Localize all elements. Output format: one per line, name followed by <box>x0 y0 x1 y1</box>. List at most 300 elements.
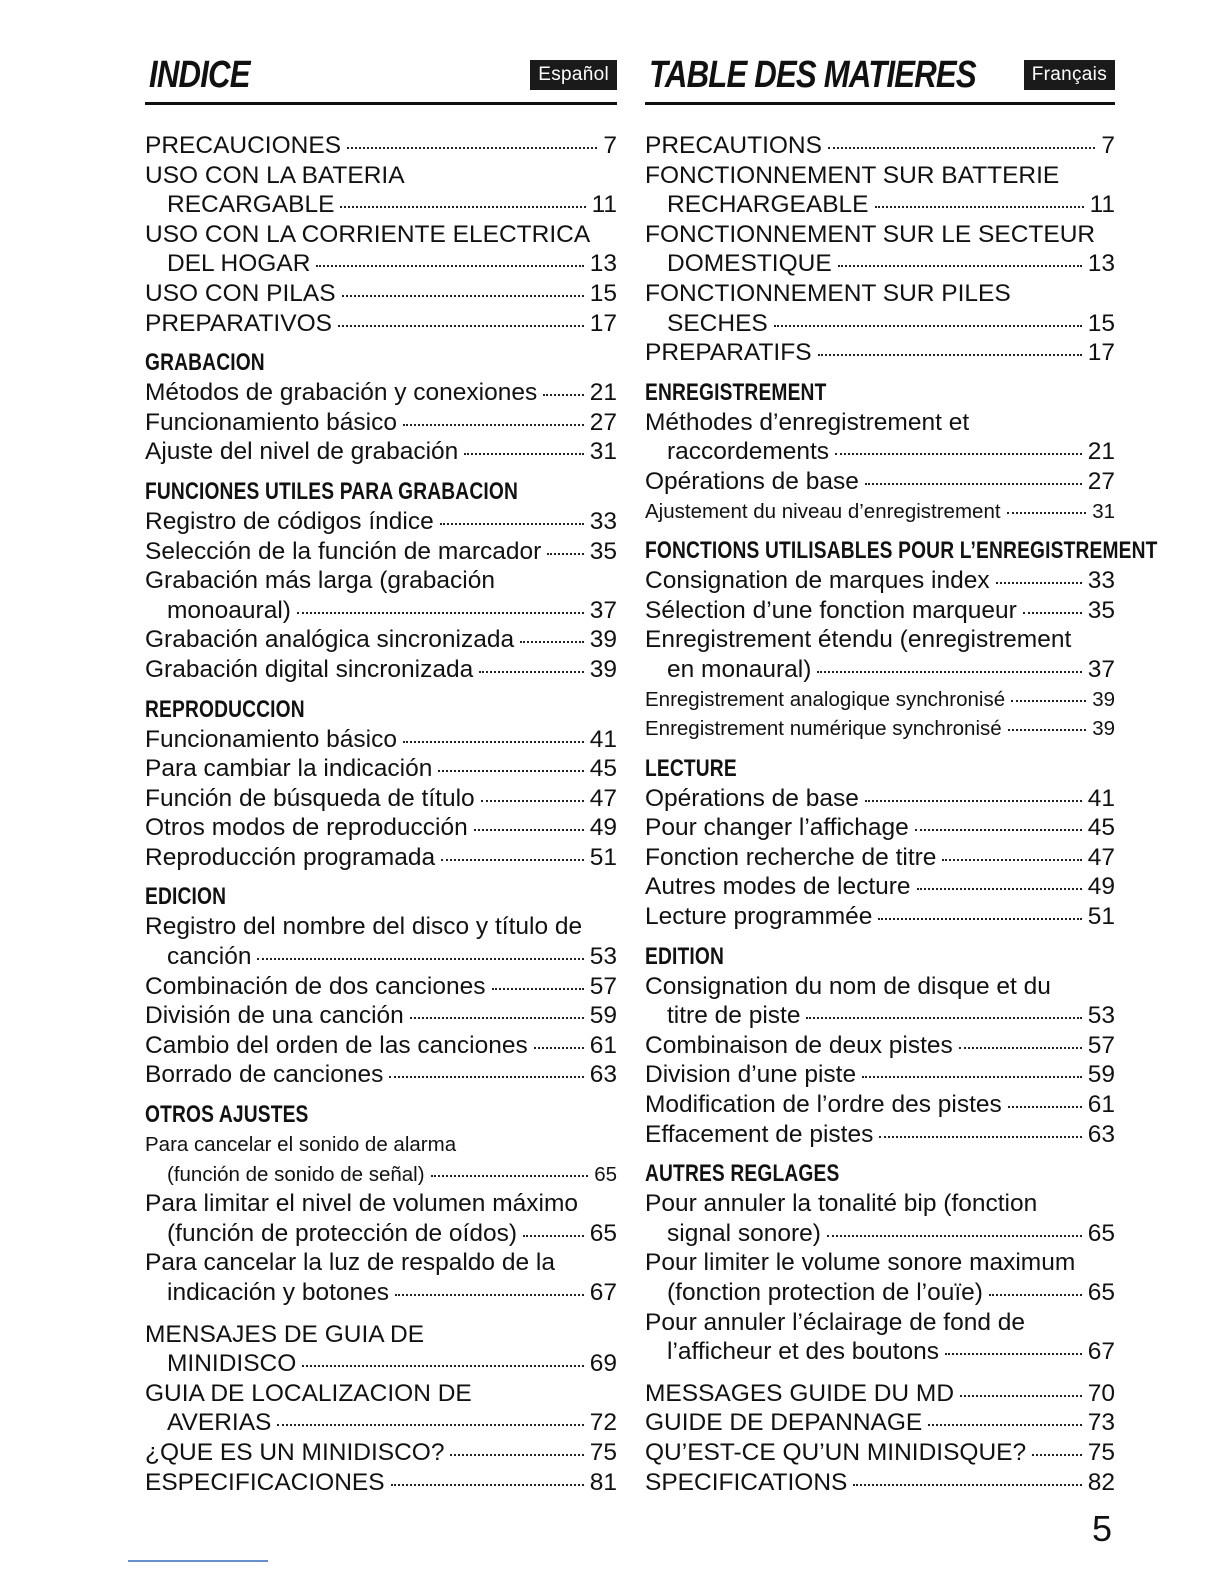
toc-entry <box>645 1090 1115 1120</box>
dot-leader <box>1007 512 1087 514</box>
section-heading: GRABACION <box>145 349 265 377</box>
toc-entry-continuation <box>645 437 1115 467</box>
toc-entry-label: Autres modes de lecture <box>645 873 911 901</box>
toc-entry <box>145 655 617 685</box>
toc-page-number: 27 <box>589 408 617 436</box>
toc-page-number: 51 <box>1087 903 1115 931</box>
toc-entry <box>145 220 617 279</box>
toc-section <box>645 536 1158 744</box>
toc-entry-label: Consignation du nom de disque et du <box>645 972 1051 1000</box>
toc-entry-label: ESPECIFICACIONES <box>145 1468 385 1496</box>
section-heading: LECTURE <box>645 754 737 782</box>
dot-leader <box>302 1365 583 1367</box>
dot-leader <box>942 859 1081 861</box>
toc-entry-label-cont: l’afficheur et des boutons <box>667 1338 939 1366</box>
toc-page-number: 41 <box>1087 784 1115 812</box>
section-heading: EDICION <box>145 883 227 911</box>
toc-entry-label: Ajustement du niveau d’enregistrement <box>645 499 1001 523</box>
dot-leader <box>774 325 1082 327</box>
toc-entry-label: Pour changer l’affichage <box>645 814 909 842</box>
toc-page-number: 69 <box>589 1350 617 1378</box>
dot-leader <box>1008 729 1087 731</box>
toc-entry-label-cont: RECHARGEABLE <box>667 191 869 219</box>
toc-entry-label: PRECAUCIONES <box>145 132 342 159</box>
toc-page-number: 35 <box>589 537 617 565</box>
dot-leader <box>340 206 585 208</box>
toc-entry-label: Consignation de marques index <box>645 567 990 595</box>
toc-page-number: 53 <box>1087 1002 1115 1030</box>
toc-page-number: 65 <box>1087 1279 1115 1306</box>
toc-entry <box>645 497 1115 527</box>
toc-page-number: 47 <box>589 784 617 812</box>
toc-entry <box>645 467 1115 497</box>
page-number: 5 <box>1091 1508 1112 1549</box>
toc-entry <box>145 1031 617 1061</box>
toc-entry <box>145 813 617 843</box>
toc-entry-label: ¿QUE ES UN MINIDISCO? <box>145 1438 445 1466</box>
toc-entry-label: Función de búsqueda de título <box>145 784 475 812</box>
toc-entry-continuation <box>145 1278 617 1308</box>
toc-section <box>145 882 617 1090</box>
toc-entry-label: USO CON LA CORRIENTE ELECTRICA <box>145 220 591 248</box>
toc-entry <box>645 1379 1115 1409</box>
toc-entry <box>645 566 1115 596</box>
toc-entry-label: Fonction recherche de titre <box>645 843 937 871</box>
toc-entry-label: MENSAJES DE GUIA DE <box>145 1320 425 1348</box>
toc-page-number: 51 <box>589 843 617 871</box>
dot-leader <box>277 1424 583 1426</box>
toc-page-number: 7 <box>603 132 617 159</box>
dot-leader <box>481 800 584 802</box>
dot-leader <box>438 770 583 772</box>
toc-entry-continuation <box>645 1219 1115 1249</box>
dot-leader <box>395 1294 584 1296</box>
dot-leader <box>391 1484 584 1486</box>
toc-page-number: 67 <box>1087 1338 1115 1366</box>
toc-entry <box>645 843 1115 873</box>
toc-entry <box>145 537 617 567</box>
dot-leader <box>410 1017 584 1019</box>
toc-section <box>145 1100 617 1308</box>
dot-leader <box>403 424 584 426</box>
toc-entry-label: Funcionamiento básico <box>145 408 397 436</box>
dot-leader <box>523 1235 584 1237</box>
toc-entry <box>145 507 617 537</box>
toc-entry-label-cont: DEL HOGAR <box>167 250 311 278</box>
toc-page-number: 61 <box>589 1031 617 1059</box>
toc-entry-label: Cambio del orden de las canciones <box>145 1031 528 1059</box>
toc-entry <box>145 378 617 408</box>
section-heading: ENREGISTREMENT <box>645 378 827 406</box>
toc-entry <box>645 1408 1115 1438</box>
toc-entry-continuation <box>145 1160 617 1190</box>
toc-page-number: 35 <box>1087 596 1115 624</box>
toc-entry <box>645 685 1115 715</box>
toc-entry-label: Division d’une piste <box>645 1061 857 1089</box>
french-language-badge: Français <box>1024 60 1115 90</box>
toc-entry-continuation <box>645 655 1115 685</box>
toc-entry <box>645 1308 1115 1367</box>
dot-leader <box>806 1017 1081 1019</box>
dot-leader <box>543 394 583 396</box>
dot-leader <box>534 1047 584 1049</box>
toc-page-number: 33 <box>1087 567 1115 595</box>
toc-entry-label: Combinación de dos canciones <box>145 972 486 1000</box>
dot-leader <box>450 1454 583 1456</box>
toc-entry <box>145 625 617 655</box>
toc-page-number: 81 <box>589 1468 617 1496</box>
toc-page-number: 72 <box>589 1409 617 1437</box>
toc-entry-label: GUIA DE LOCALIZACION DE <box>145 1379 472 1407</box>
toc-page-number: 53 <box>589 943 617 971</box>
dot-leader <box>865 800 1082 802</box>
toc-page-number: 39 <box>589 626 617 654</box>
toc-entry <box>145 784 617 814</box>
spanish-language-badge: Español <box>530 60 617 90</box>
toc-entry <box>145 1379 617 1438</box>
toc-entry-label-cont: en monaural) <box>667 655 812 683</box>
section-heading: OTROS AJUSTES <box>145 1101 309 1129</box>
dot-leader <box>479 671 584 673</box>
toc-entry <box>145 309 617 339</box>
dot-leader <box>403 741 584 743</box>
toc-entry-label: Effacement de pistes <box>645 1120 874 1148</box>
spacer <box>645 1367 1115 1379</box>
toc-page-number: 13 <box>589 250 617 278</box>
toc-page-number: 49 <box>1087 873 1115 901</box>
toc-page-number: 21 <box>589 379 617 407</box>
toc-entry <box>145 161 617 220</box>
toc-page-number: 31 <box>589 438 617 466</box>
toc-page-number: 57 <box>1087 1031 1115 1059</box>
dot-leader <box>875 206 1084 208</box>
toc-entry <box>645 161 1115 220</box>
toc-entry-continuation <box>145 1349 617 1379</box>
dot-leader <box>257 958 583 960</box>
toc-entry <box>645 1120 1115 1150</box>
toc-entry-continuation <box>645 249 1115 279</box>
toc-entry <box>145 972 617 1002</box>
toc-entry-label: Selección de la función de marcador <box>145 537 542 565</box>
toc-entry-label-cont: MINIDISCO <box>167 1350 297 1378</box>
dot-leader <box>865 483 1082 485</box>
toc-section <box>645 942 1115 1150</box>
toc-page-number: 65 <box>1087 1219 1115 1247</box>
toc-entry-label: Ajuste del nivel de grabación <box>145 438 459 466</box>
toc-entry-continuation <box>645 1278 1115 1308</box>
dot-leader <box>828 147 1095 149</box>
toc-entry-label: Enregistrement analogique synchronisé <box>645 687 1006 711</box>
toc-entry-label: Enregistrement numérique synchronisé <box>645 717 1002 741</box>
toc-entry-label: Pour annuler l’éclairage de fond de <box>645 1308 1026 1336</box>
toc-section <box>645 754 1115 932</box>
toc-entry-label: Lecture programmée <box>645 903 873 931</box>
toc-entry-label: Sélection d’une fonction marqueur <box>645 596 1017 624</box>
toc-entry-label: Para cancelar el sonido de alarma <box>145 1133 457 1157</box>
toc-page-number: 59 <box>589 1002 617 1030</box>
toc-page-number: 21 <box>1087 438 1115 466</box>
toc-entry-continuation <box>145 596 617 626</box>
dot-leader <box>297 612 584 614</box>
toc-entry-label-cont: (función de sonido de señal) <box>167 1162 425 1186</box>
dot-leader <box>928 1424 1081 1426</box>
dot-leader <box>342 295 584 297</box>
toc-entry-label: Métodos de grabación y conexiones <box>145 379 538 407</box>
toc-entry <box>645 131 1115 161</box>
spanish-header <box>145 50 617 105</box>
toc-entry-label: MESSAGES GUIDE DU MD <box>645 1379 955 1407</box>
toc-entry <box>645 902 1115 932</box>
toc-page-number: 11 <box>1089 191 1115 219</box>
dot-leader <box>1011 700 1086 702</box>
toc-entry-label: Registro de códigos índice <box>145 507 434 535</box>
dot-leader <box>547 553 583 555</box>
dot-leader <box>945 1353 1082 1355</box>
toc-entry-label: Combinaison de deux pistes <box>645 1031 953 1059</box>
toc-entry <box>645 625 1115 684</box>
toc-entry-label: Opérations de base <box>645 467 859 495</box>
dot-leader <box>1008 1106 1082 1108</box>
toc-page-number: 39 <box>1092 687 1115 711</box>
dot-leader <box>817 671 1081 673</box>
bottom-divider <box>128 1560 268 1562</box>
toc-entry-label: GUIDE DE DEPANNAGE <box>645 1409 923 1437</box>
toc-entry-label-cont: (función de protección de oídos) <box>167 1219 518 1247</box>
section-heading: FONCTIONS UTILISABLES POUR L’ENREGISTREMENT <box>645 537 1158 565</box>
dot-leader <box>959 1047 1082 1049</box>
dot-leader <box>878 918 1081 920</box>
toc-entry <box>145 437 617 467</box>
toc-entry-label: Registro del nombre del disco y título de <box>145 913 583 941</box>
toc-entry <box>145 754 617 784</box>
toc-entry <box>645 408 1115 467</box>
toc-entry <box>645 872 1115 902</box>
toc-page-number: 49 <box>589 814 617 842</box>
toc-entry-label: Méthodes d’enregistrement et <box>645 408 970 436</box>
toc-page-number: 75 <box>1087 1438 1115 1466</box>
spanish-column <box>145 50 617 1497</box>
toc-page-number: 41 <box>589 725 617 753</box>
dot-leader <box>838 265 1082 267</box>
toc-entry-label-cont: SECHES <box>667 309 768 337</box>
toc-entry <box>645 1060 1115 1090</box>
toc-entry-label-cont: monoaural) <box>167 596 291 624</box>
toc-entry-label: Pour annuler la tonalité bip (fonction <box>645 1190 1038 1218</box>
toc-page-number: 17 <box>589 309 617 337</box>
toc-page-number: 17 <box>1087 339 1115 367</box>
section-heading: AUTRES REGLAGES <box>645 1160 840 1188</box>
toc-entry-label: QU’EST-CE QU’UN MINIDISQUE? <box>645 1438 1027 1466</box>
toc-entry-continuation <box>145 190 617 220</box>
toc-entry-label: PREPARATIFS <box>645 339 812 367</box>
toc-page-number: 39 <box>589 655 617 683</box>
toc-entry-label: Grabación más larga (grabación <box>145 567 495 595</box>
toc-entry <box>645 784 1115 814</box>
toc-entry-label: Opérations de base <box>645 784 859 812</box>
toc-entry-label: FONCTIONNEMENT SUR PILES <box>645 279 1011 307</box>
toc-entry <box>645 1438 1115 1468</box>
toc-entry-label: Grabación digital sincronizada <box>145 655 474 683</box>
toc-entry-continuation <box>645 1001 1115 1031</box>
toc-entry-label: Reproducción programada <box>145 843 436 871</box>
toc-page-number: 63 <box>1087 1120 1115 1148</box>
toc-page-number: 70 <box>1087 1379 1115 1407</box>
toc-entry <box>145 912 617 971</box>
toc-entry-label: Para limitar el nivel de volumen máximo <box>145 1190 578 1218</box>
toc-entry <box>145 1060 617 1090</box>
toc-entry <box>145 566 617 625</box>
toc-entry-label: PREPARATIVOS <box>145 309 332 337</box>
dot-leader <box>1023 612 1082 614</box>
dot-leader <box>879 1136 1081 1138</box>
toc-page-number: 11 <box>591 191 617 219</box>
spanish-title: INDICE <box>149 54 250 96</box>
toc-entry <box>145 279 617 309</box>
toc-entry <box>645 972 1115 1031</box>
toc-entry <box>645 596 1115 626</box>
toc-entry <box>145 131 617 161</box>
toc-entry-continuation <box>145 249 617 279</box>
toc-entry <box>145 1438 617 1468</box>
toc-page-number: 75 <box>589 1438 617 1466</box>
toc-page-number: 15 <box>1087 309 1115 337</box>
toc-entry-label-cont: (fonction protection de l’ouïe) <box>667 1279 983 1306</box>
french-header <box>645 50 1115 105</box>
toc-entry <box>645 279 1115 338</box>
toc-entry-continuation <box>145 942 617 972</box>
toc-entry <box>145 1189 617 1248</box>
toc-section <box>645 378 1115 526</box>
toc-entry <box>645 1248 1115 1307</box>
toc-page-number: 7 <box>1101 132 1115 159</box>
toc-page-number: 37 <box>1087 655 1115 683</box>
toc-page-number: 39 <box>1092 717 1115 741</box>
toc-entry-label: SPECIFICATIONS <box>645 1468 848 1496</box>
dot-leader <box>1032 1454 1082 1456</box>
dot-leader <box>492 988 584 990</box>
toc-entry-label: Otros modos de reproducción <box>145 814 468 842</box>
toc-page-number: 65 <box>589 1219 617 1247</box>
section-heading: FUNCIONES UTILES PARA GRABACION <box>145 477 518 505</box>
toc-page-number: 61 <box>1087 1091 1115 1119</box>
dot-leader <box>915 829 1082 831</box>
toc-entry-label-cont: AVERIAS <box>167 1409 272 1437</box>
toc-page-number: 67 <box>589 1279 617 1306</box>
dot-leader <box>474 829 584 831</box>
toc-entry <box>645 813 1115 843</box>
toc-entry <box>645 220 1115 279</box>
toc-entry-continuation <box>145 1219 617 1249</box>
toc-entry <box>145 1468 617 1498</box>
toc-entry <box>645 338 1115 368</box>
toc-entry-label: Para cambiar la indicación <box>145 755 433 783</box>
toc-section <box>145 695 617 873</box>
toc-entry-label-cont: canción <box>167 943 252 971</box>
toc-entry <box>145 1248 617 1307</box>
dot-leader <box>989 1294 1082 1296</box>
toc-entry-continuation <box>645 190 1115 220</box>
toc-entry-label-cont: titre de piste <box>667 1002 801 1030</box>
toc-entry-continuation <box>645 1337 1115 1367</box>
toc-page-number: 47 <box>1087 843 1115 871</box>
toc-page-number: 82 <box>1087 1468 1115 1496</box>
toc-entry-label: Borrado de canciones <box>145 1061 384 1089</box>
dot-leader <box>347 147 597 149</box>
toc-page-number: 63 <box>589 1061 617 1089</box>
toc-entry <box>145 1320 617 1379</box>
dot-leader <box>431 1175 589 1177</box>
toc-page-number: 45 <box>1087 814 1115 842</box>
section-heading: REPRODUCCION <box>145 695 305 723</box>
dot-leader <box>389 1076 583 1078</box>
toc-page-number: 59 <box>1087 1061 1115 1089</box>
french-toc-list <box>645 131 1158 1497</box>
toc-entry <box>145 1001 617 1031</box>
toc-entry-label: Pour limiter le volume sonore maximum <box>645 1249 1076 1277</box>
toc-entry <box>645 1189 1115 1248</box>
dot-leader <box>338 325 584 327</box>
toc-page-number: 57 <box>589 972 617 1000</box>
dot-leader <box>441 859 584 861</box>
toc-entry-label: USO CON LA BATERIA <box>145 161 405 189</box>
toc-page-number: 33 <box>589 507 617 535</box>
section-heading: EDITION <box>645 942 724 970</box>
toc-entry <box>645 1468 1115 1498</box>
toc-entry <box>645 714 1115 744</box>
toc-entry-label: FONCTIONNEMENT SUR BATTERIE <box>645 161 1060 189</box>
dot-leader <box>827 1235 1082 1237</box>
toc-entry-label: Funcionamiento básico <box>145 725 397 753</box>
toc-entry-label-cont: indicación y botones <box>167 1279 390 1306</box>
toc-entry-label-cont: DOMESTIQUE <box>667 250 832 278</box>
toc-entry <box>145 1130 617 1189</box>
toc-entry-label-cont: RECARGABLE <box>167 191 335 219</box>
toc-entry-label: Grabación analógica sincronizada <box>145 626 515 654</box>
toc-page-number: 37 <box>589 596 617 624</box>
dot-leader <box>917 888 1082 890</box>
spacer <box>145 1308 617 1320</box>
toc-entry-label: División de una canción <box>145 1002 404 1030</box>
dot-leader <box>960 1395 1082 1397</box>
toc-entry-label: Para cancelar la luz de respaldo de la <box>145 1249 555 1277</box>
dot-leader <box>316 265 583 267</box>
toc-page-number: 73 <box>1087 1409 1115 1437</box>
dot-leader <box>818 354 1082 356</box>
toc-section <box>145 477 617 685</box>
toc-entry-label: Enregistrement étendu (enregistrement <box>645 626 1072 654</box>
dot-leader <box>520 641 584 643</box>
toc-entry-label-cont: signal sonore) <box>667 1219 821 1247</box>
toc-section <box>145 348 617 467</box>
toc-entry <box>145 725 617 755</box>
spanish-toc-list <box>145 131 617 1497</box>
dot-leader <box>862 1076 1082 1078</box>
toc-entry <box>145 843 617 873</box>
dot-leader <box>835 453 1082 455</box>
french-column <box>645 50 1158 1497</box>
toc-entry <box>145 408 617 438</box>
dot-leader <box>464 453 583 455</box>
toc-page-number: 31 <box>1092 499 1115 523</box>
toc-page-number: 45 <box>589 755 617 783</box>
toc-entry-continuation <box>145 1408 617 1438</box>
toc-section <box>645 1159 1115 1367</box>
toc-page-number: 15 <box>589 279 617 307</box>
dot-leader <box>440 523 584 525</box>
french-title: TABLE DES MATIERES <box>649 54 976 96</box>
toc-entry-label: PRECAUTIONS <box>645 132 822 159</box>
toc-page-number: 27 <box>1087 467 1115 495</box>
